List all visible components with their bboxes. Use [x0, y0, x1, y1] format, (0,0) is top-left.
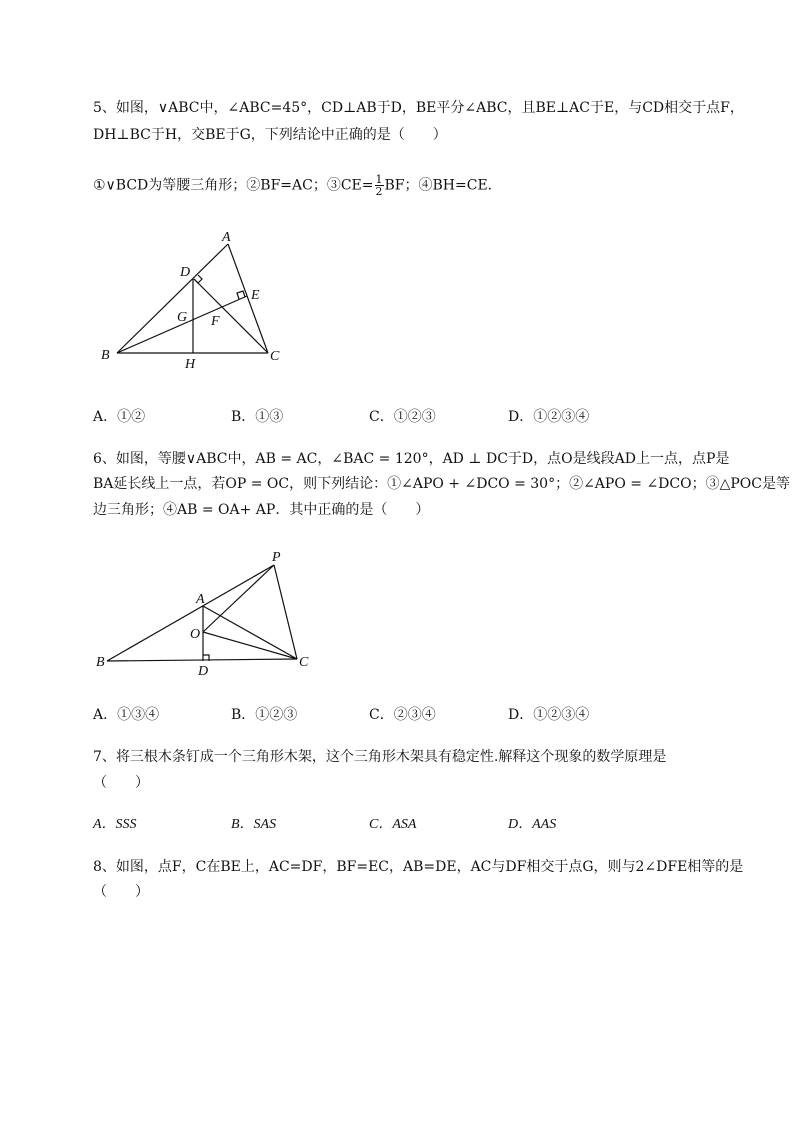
- q5-option-d[interactable]: D．①②③④: [508, 409, 590, 425]
- q5-option-a[interactable]: A．①②: [93, 409, 146, 425]
- q5-label-F: F: [211, 314, 220, 329]
- q8-stem-line2: （ ）: [93, 884, 149, 900]
- q6-segment-AC: [203, 606, 297, 659]
- q5-stem-line2: DH⊥BC于H，交BE于G，下列结论中正确的是（ ）: [93, 127, 447, 143]
- q7-option-c[interactable]: C．ASA: [369, 817, 417, 832]
- q6-label-B: B: [96, 655, 105, 670]
- q7-option-b[interactable]: B．SAS: [231, 817, 277, 832]
- q6-label-C: C: [299, 655, 309, 670]
- q8-stem-line1: 8、如图，点F，C在BE上，AC=DF，BF=EC，AB=DE，AC与DF相交于点G，则与2∠DFE相等的是: [93, 859, 744, 875]
- q6-segment-BC: [107, 659, 297, 661]
- q5-stem-line1: 5、如图，∨ABC中，∠ABC=45°，CD⊥AB于D，BE平分∠ABC，且BE⊥AC于E，与CD相交于点F，: [93, 100, 744, 116]
- q6-stem-line2: BA延长线上一点，若OP = OC，则下列结论：①∠APO + ∠DCO = 30°；②∠APO = ∠DCO；③△POC是等: [93, 476, 790, 492]
- q6-segment-PC: [274, 565, 297, 659]
- q7-option-a[interactable]: A．SSS: [93, 817, 137, 832]
- q6-label-O: O: [190, 627, 201, 642]
- q6-label-P: P: [272, 550, 281, 565]
- q6-segment-OC: [203, 632, 297, 659]
- q5-label-C: C: [270, 349, 280, 364]
- q6-stem-line1: 6、如图，等腰∨ABC中，AB = AC，∠BAC = 120°，AD ⊥ DC于D，点O是线段AD上一点，点P是: [93, 451, 730, 467]
- q6-label-D: D: [198, 664, 209, 679]
- q5-statements-part2: BF；④BH=CE.: [384, 177, 493, 194]
- q5-fraction-numerator: 1: [375, 173, 383, 186]
- q6-option-a[interactable]: A．①③④: [93, 707, 160, 723]
- q6-segment-BP: [107, 565, 274, 661]
- q6-segment-OP: [203, 565, 274, 632]
- q5-statements-part1: ①∨BCD为等腰三角形；②BF=AC；③CE=: [93, 177, 374, 194]
- q6-option-b[interactable]: B．①②③: [231, 707, 298, 723]
- q5-label-D: D: [180, 265, 191, 280]
- q5-label-H: H: [185, 357, 196, 372]
- q7-stem-line2: （ ）: [93, 775, 149, 791]
- q7-option-d[interactable]: D．AAS: [508, 817, 557, 832]
- q6-label-A: A: [196, 592, 205, 607]
- q5-label-A: A: [222, 230, 231, 245]
- q5-fraction-denominator: 2: [375, 185, 383, 198]
- q6-option-c[interactable]: C．②③④: [369, 707, 436, 723]
- q5-option-c[interactable]: C．①②③: [369, 409, 436, 425]
- q5-label-E: E: [251, 288, 260, 303]
- q6-stem-line3: 边三角形；④AB = OA+ AP．其中正确的是（ ）: [93, 502, 430, 518]
- q7-stem-line1: 7、将三根木条钉成一个三角形木架，这个三角形木架具有稳定性.解释这个现象的数学原理是: [93, 749, 667, 765]
- q5-label-G: G: [177, 310, 188, 325]
- q6-option-d[interactable]: D．①②③④: [508, 707, 590, 723]
- q5-option-b[interactable]: B．①③: [231, 409, 284, 425]
- q5-label-B: B: [101, 348, 110, 363]
